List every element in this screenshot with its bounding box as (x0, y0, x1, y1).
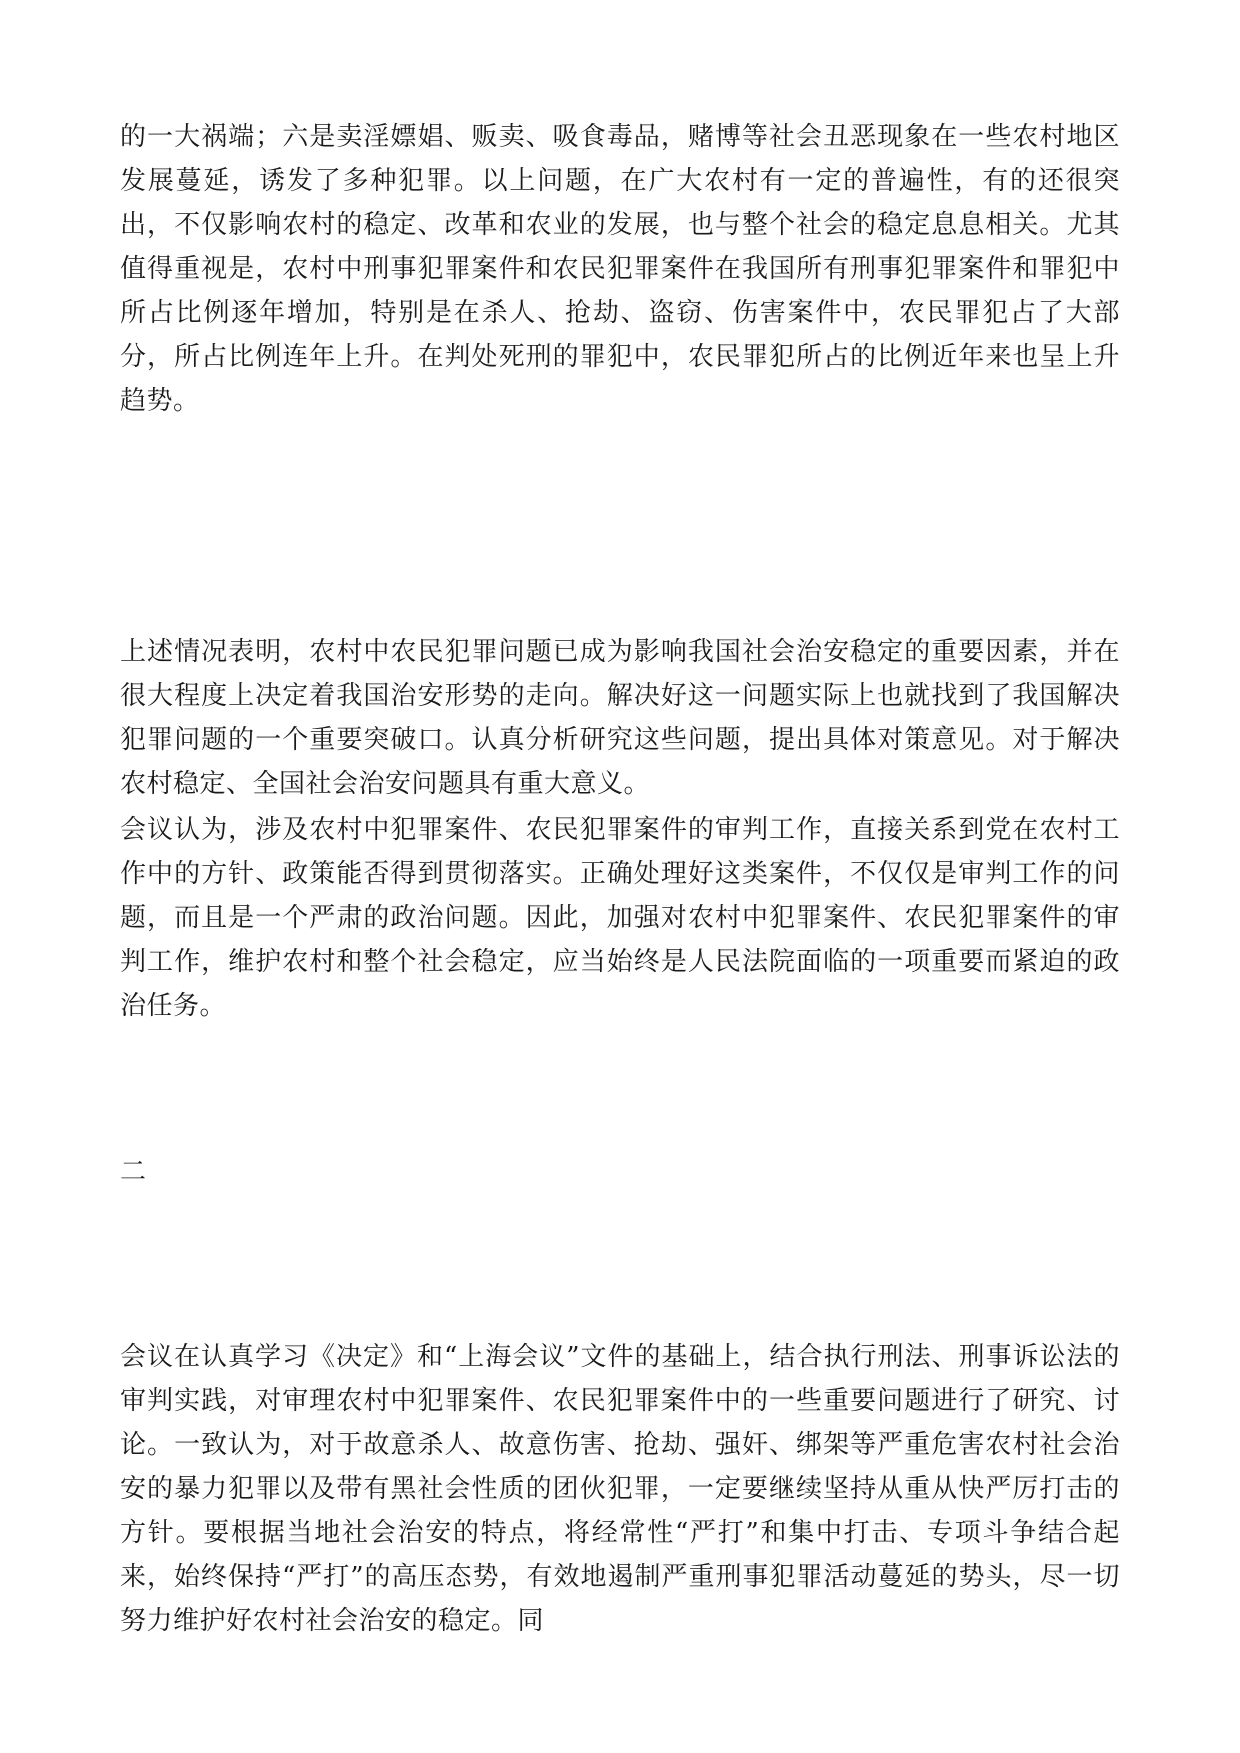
paragraph-meeting-study: 会议在认真学习《决定》和“上海会议”文件的基础上，结合执行刑法、刑事诉讼法的审判实践，对审理农村中犯罪案件、农民犯罪案件中的一些重要问题进行了研究、讨论。一致认为，对于故意杀人、故意伤害、抢劫、强奸、绑架等严重危害农村社会治安的暴力犯罪以及带有黑社会性质的团伙犯罪，一定要继续坚持从重从快严厉打击的方针。要根据当地社会治安的特点，将经常性“严打”和集中打击、专项斗争结合起来，始终保持“严打”的高压态势，有效地遏制严重刑事犯罪活动蔓延的势头，尽一切努力维护好农村社会治安的稳定。同 (120, 1342, 1120, 1636)
paragraph-situation-summary: 上述情况表明，农村中农民犯罪问题已成为影响我国社会治安稳定的重要因素，并在很大程度上决定着我国治安形势的走向。解决好这一问题实际上也就找到了我国解决犯罪问题的一个重要突破口。认真分析研究这些问题，提出具体对策意见。对于解决农村稳定、全国社会治安问题具有重大意义。 (120, 637, 1120, 799)
section-heading-two: 二 (120, 1157, 147, 1187)
paragraph-meeting-view: 会议认为，涉及农村中犯罪案件、农民犯罪案件的审判工作，直接关系到党在农村工作中的方针、政策能否得到贯彻落实。正确处理好这类案件，不仅仅是审判工作的问题，而且是一个严肃的政治问题。因此，加强对农村中犯罪案件、农民犯罪案件的审判工作，维护农村和整个社会稳定，应当始终是人民法院面临的一项重要而紧迫的政治任务。 (120, 815, 1120, 1021)
paragraph-rural-crime-issues: 的一大祸端；六是卖淫嫖娼、贩卖、吸食毒品，赌博等社会丑恶现象在一些农村地区发展蔓延，诱发了多种犯罪。以上问题，在广大农村有一定的普遍性，有的还很突出，不仅影响农村的稳定、改革和农业的发展，也与整个社会的稳定息息相关。尤其值得重视是，农村中刑事犯罪案件和农民犯罪案件在我国所有刑事犯罪案件和罪犯中所占比例逐年增加，特别是在杀人、抢劫、盗窃、伤害案件中，农民罪犯占了大部分，所占比例连年上升。在判处死刑的罪犯中，农民罪犯所占的比例近年来也呈上升趋势。 (120, 122, 1120, 416)
